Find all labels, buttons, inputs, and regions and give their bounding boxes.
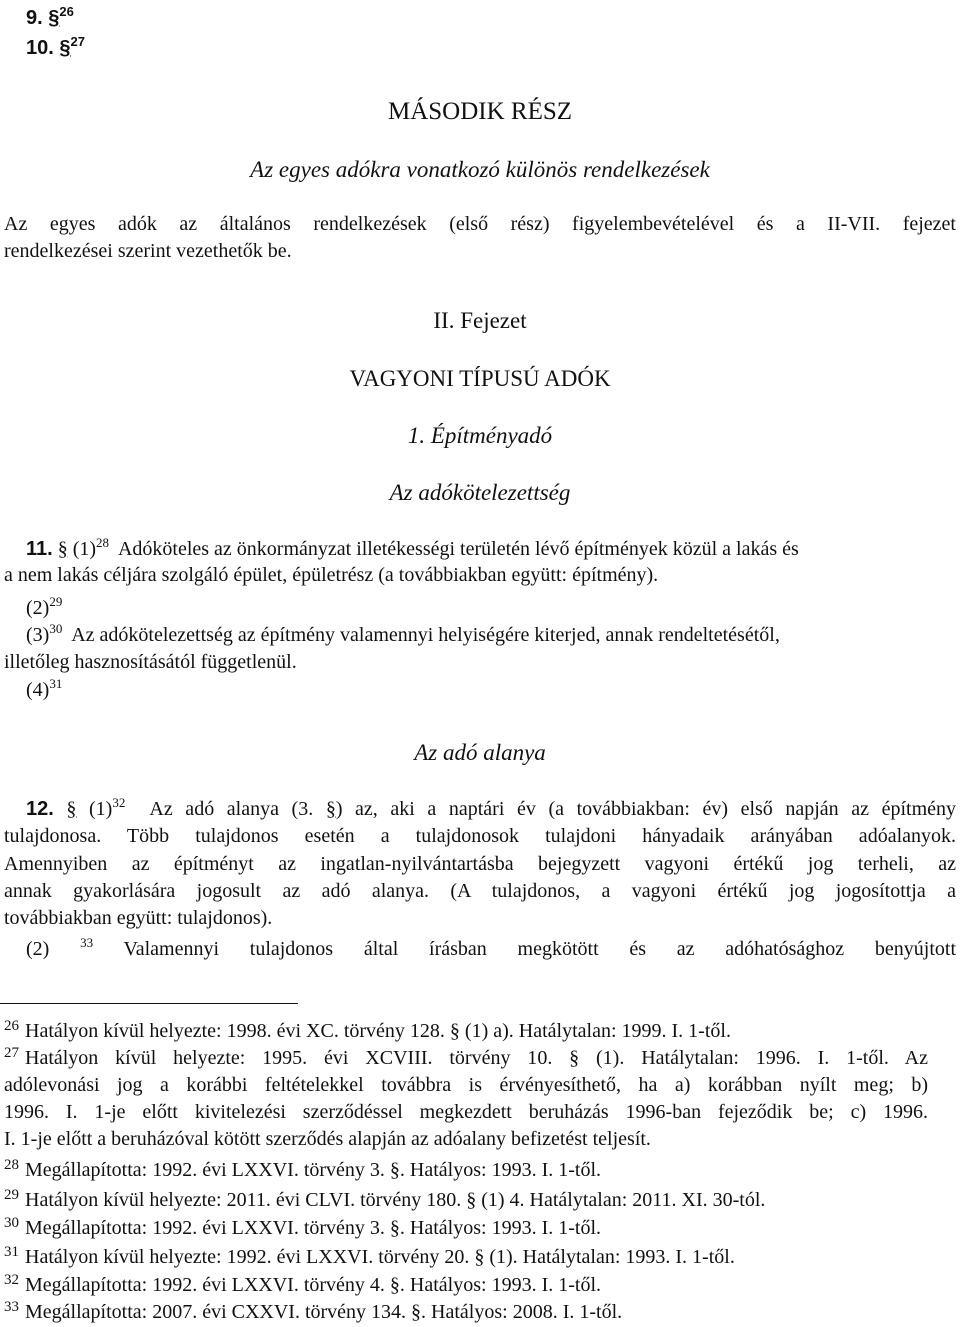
footnote-28: $^{28}$ Megállapította: 1992. évi LXXVI. törvény 3. §. Hatályos: 1993. I. 1-től. <box>4 1157 602 1181</box>
subsection-title-obligation: Az adókötelezettség <box>389 480 571 505</box>
footnote-ref[interactable]: 27 <box>70 34 85 49</box>
footnote-ref[interactable]: 30 <box>49 621 63 636</box>
footnote-27-line-2: adólevonási jog a korábbi feltételekkel továbbra is érvényesíthető, ha a) korábban nyílt meg; b) <box>4 1074 928 1096</box>
para-11-4: $(4)^{31}$ <box>26 676 63 701</box>
footnote-33: $^{33}$ Megállapította: 2007. évi CXXVI. törvény 134. §. Hatályos: 2008. I. 1-től. <box>4 1299 623 1323</box>
footnote-ref[interactable]: 26 <box>59 4 74 19</box>
section-sign-link[interactable]: § <box>59 37 71 59</box>
para-11-line-1: 11. § $(1)^{28}$ Adóköteles az önkormányzat illetékességi területén lévő építmények közül a lakás és <box>26 535 799 560</box>
footnote-ref[interactable]: 31 <box>49 676 63 691</box>
footnote-32: $^{32}$ Megállapította: 1992. évi LXXVI. törvény 4. §. Hatályos: 1993. I. 1-től. <box>4 1272 602 1296</box>
footnote-27-line-4: I. 1-je előtt a beruházóval kötött szerződés alapján az adóalany befizetést teljesít. <box>4 1128 651 1150</box>
para-11-line-2: a nem lakás céljára szolgáló épület, épületrész (a továbbiakban együtt: építmény). <box>4 564 659 586</box>
footnote-ref[interactable]: 29 <box>49 594 63 609</box>
footnote-ref[interactable]: 28 <box>96 535 110 550</box>
subsection-title-subject: Az adó alanya <box>414 740 546 765</box>
footnote-29: $^{29}$ Hatályon kívül helyezte: 2011. évi CLVI. törvény 180. § (1) 4. Hatálytalan: 2011. XI. 30-tól. <box>4 1187 766 1211</box>
para-12-line-1: 12. § $(1)^{32}$ Az adó alanya (3. §) az, aki a naptári év (a továbbiakban: év) első napján az építmény <box>26 795 957 820</box>
para-11-2: $(2)^{29}$ <box>26 594 63 619</box>
para-12-line-3: Amennyiben az építményt az ingatlan-nyilvántartásba bejegyzett vagyoni értékű jog terheli, az <box>4 853 956 875</box>
footnote-ref[interactable]: 32 <box>112 795 126 810</box>
para-11-3-line-1: $(3)^{30}$ Az adókötelezettség az építmény valamennyi helyiségére kiterjed, annak rendeltetésétől, <box>26 621 780 646</box>
section-sign-link[interactable]: § <box>57 538 68 560</box>
part-title: MÁSODIK RÉSZ <box>387 98 573 125</box>
section-sign-link[interactable]: § <box>48 7 60 29</box>
chapter-subtitle: VAGYONI TÍPUSÚ ADÓK <box>349 366 611 391</box>
para-12-line-4: annak gyakorlására jogosult az adó alanya. (A tulajdonos, a vagyoni értékű jog jogosítottja a <box>4 880 956 902</box>
part-subtitle: Az egyes adókra vonatkozó különös rendelkezések <box>250 157 710 182</box>
chapter-title: II. Fejezet <box>433 308 527 333</box>
section-title: 1. Építményadó <box>407 423 553 448</box>
section-sign-link[interactable]: § <box>66 798 77 820</box>
footnote-31: $^{31}$ Hatályon kívül helyezte: 1992. évi LXXVI. törvény 20. § (1). Hatálytalan: 1993. I. 1-től. <box>4 1244 735 1268</box>
para-12-line-5: továbbiakban együtt: tulajdonos). <box>4 907 273 929</box>
footnote-separator <box>0 1003 298 1004</box>
section-ref-9: 9. §$^{26}$ <box>26 4 74 29</box>
para-11-3-line-2: illetőleg hasznosításától függetlenül. <box>4 651 297 673</box>
para-12-line-2: tulajdonosa. Több tulajdonos esetén a tulajdonosok tulajdoni hányadaik arányában adóalanyok. <box>4 825 956 847</box>
para-12-2: (2) $^{33}$ Valamennyi tulajdonos által írásban megkötött és az adóhatósághoz benyújtott <box>26 935 957 960</box>
section-sign-link[interactable]: § <box>325 798 336 820</box>
intro-line-2: rendelkezései szerint vezethetők be. <box>4 240 292 262</box>
intro-line-1: Az egyes adók az általános rendelkezések (első rész) figyelembevételével és a II-VII. fejezet <box>4 213 956 235</box>
footnote-ref[interactable]: 33 <box>80 935 94 950</box>
footnote-30: $^{30}$ Megállapította: 1992. évi LXXVI. törvény 3. §. Hatályos: 1993. I. 1-től. <box>4 1215 602 1239</box>
footnote-27-line-1: $^{27}$ Hatályon kívül helyezte: 1995. évi XCVIII. törvény 10. § (1). Hatálytalan: 1996. I. 1-től. Az <box>4 1045 928 1069</box>
section-ref-10: 10. §$^{27}$ <box>26 34 85 59</box>
footnote-26: $^{26}$ Hatályon kívül helyezte: 1998. évi XC. törvény 128. § (1) a). Hatálytalan: 1999. I. 1-től. <box>4 1018 731 1042</box>
footnote-27-line-3: 1996. I. 1-je előtt kivitelezési szerződéssel megkezdett beruházás 1996-ban fejeződik be; c) 1996. <box>4 1101 928 1123</box>
